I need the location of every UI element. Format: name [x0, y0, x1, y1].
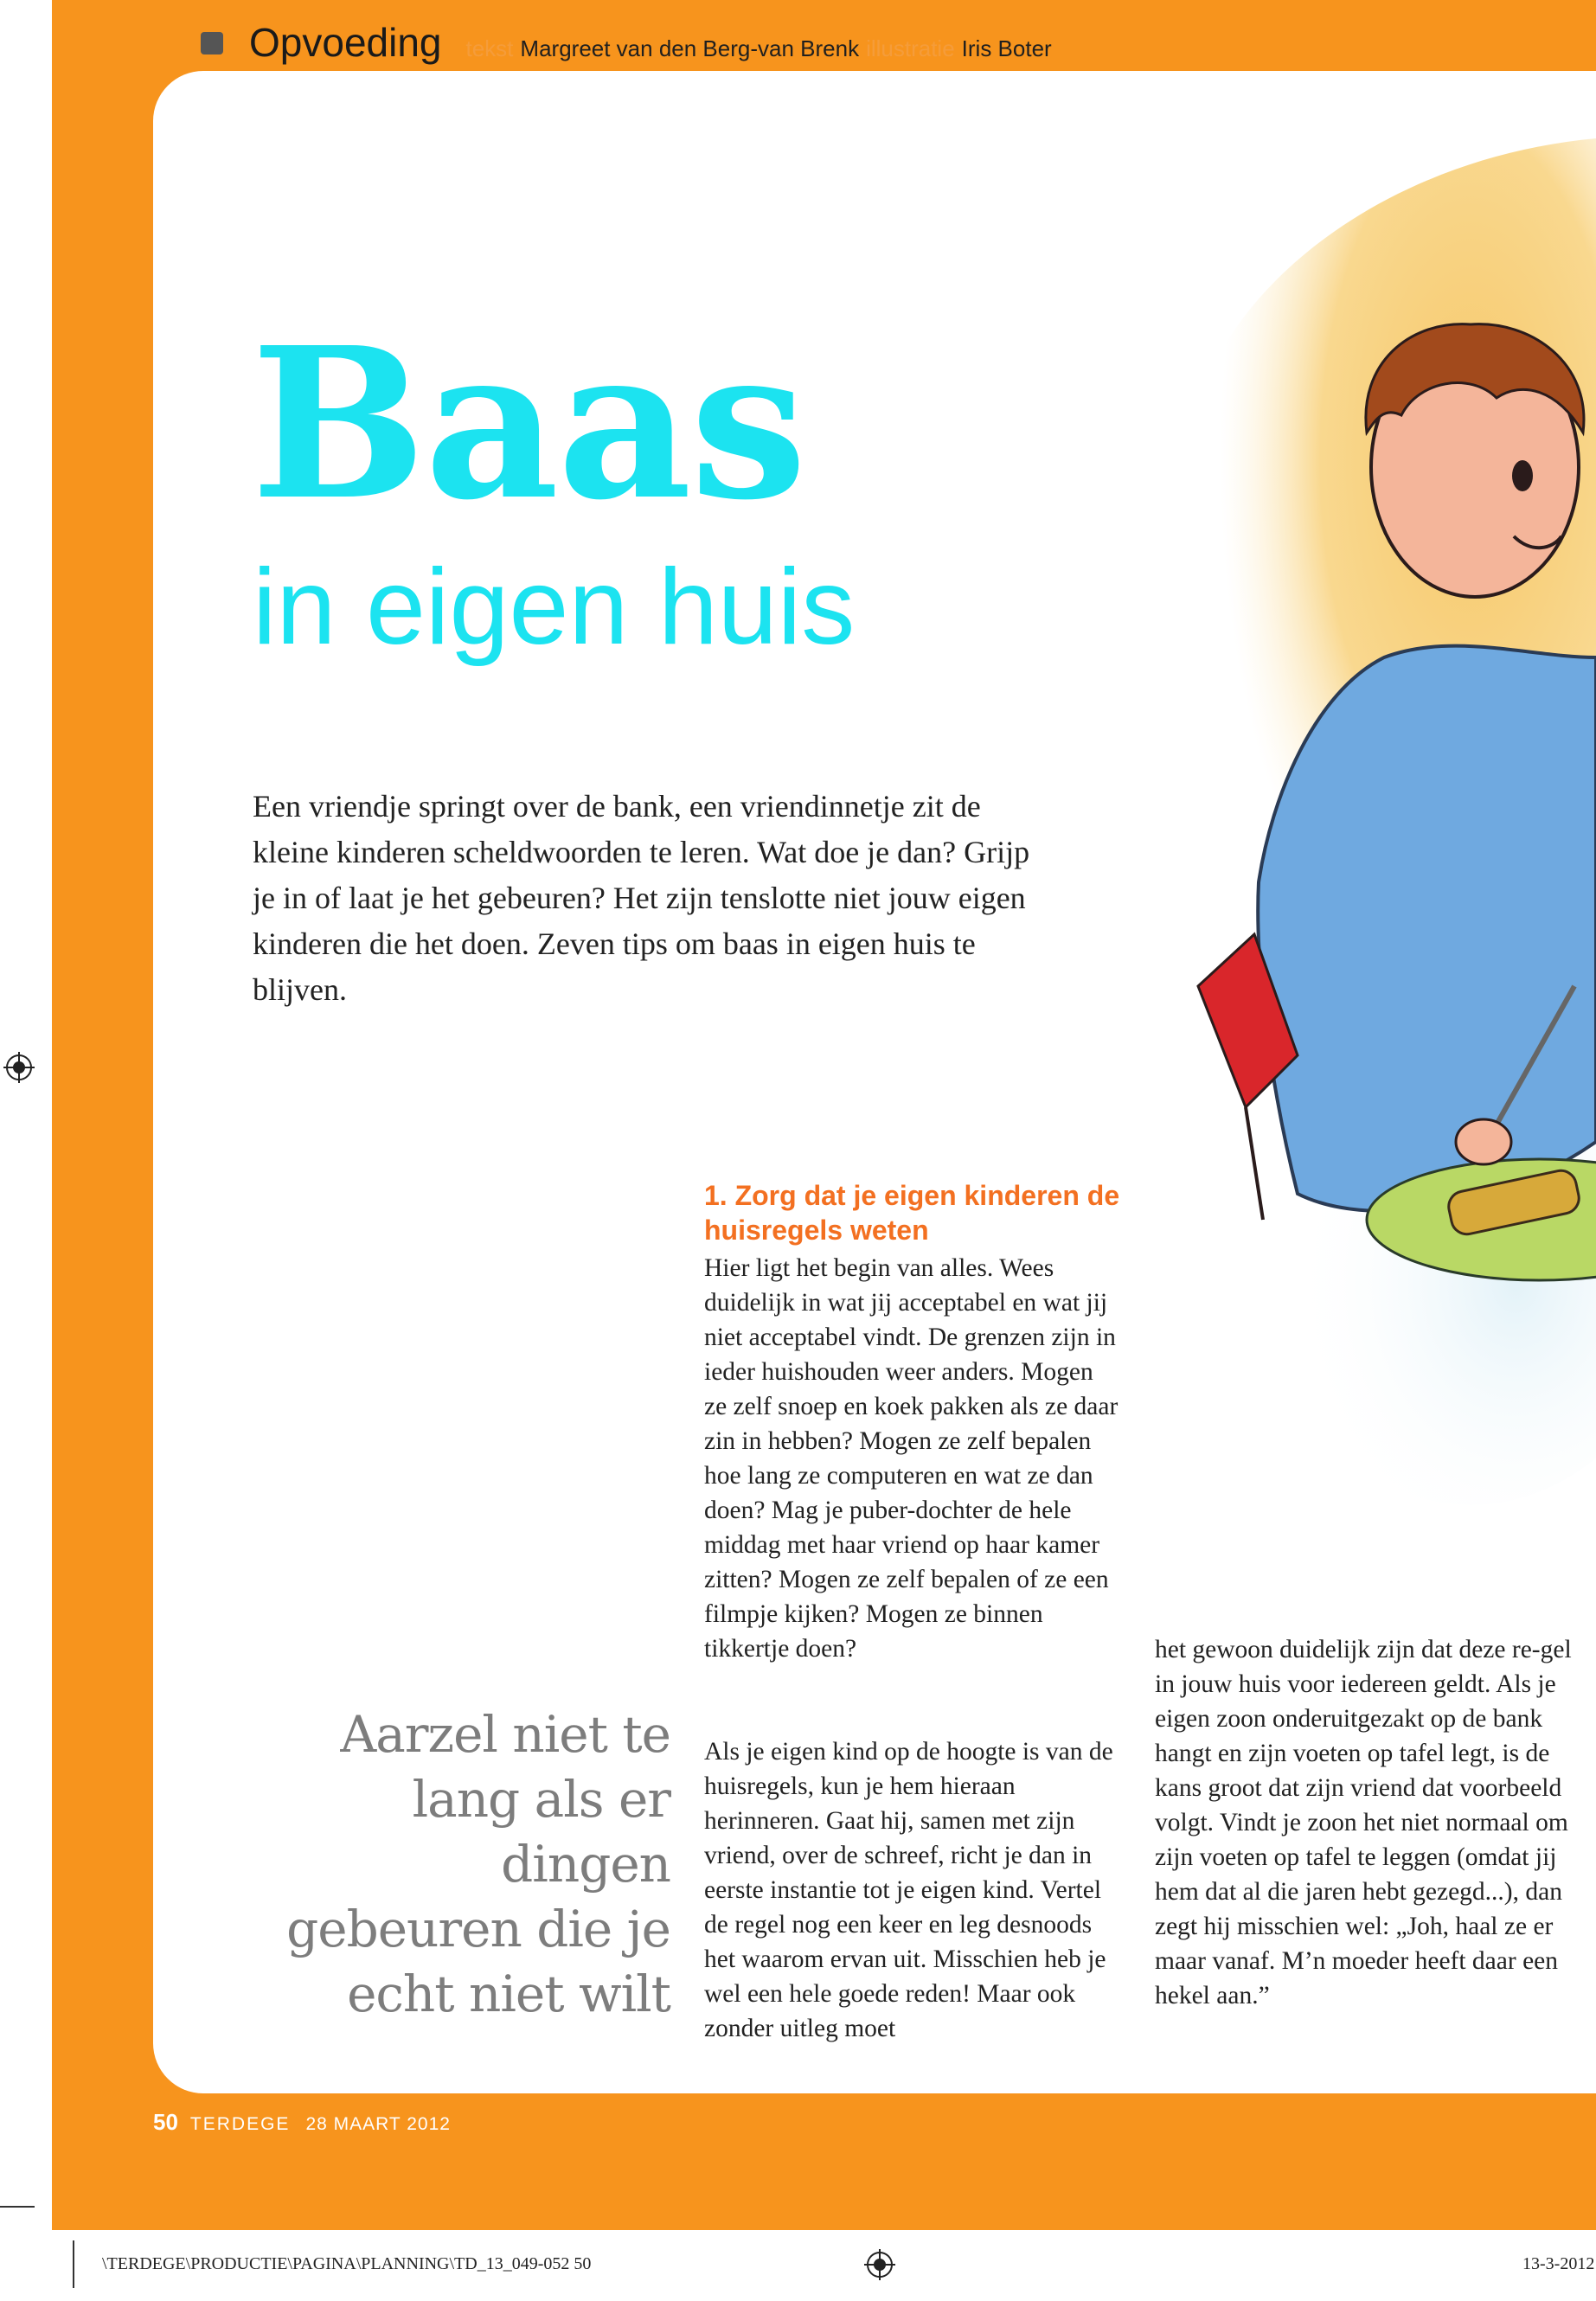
article-header [201, 19, 1059, 67]
section-marker-icon [201, 32, 223, 54]
body-paragraph: Hier ligt het begin van alles. Wees duidelijk in wat jij acceptabel en wat jij niet acceptabel vindt. De grenzen zijn in ieder huishouden weer anders. Mogen ze zelf snoep en koek pakken als ze daar zin in hebben? Mogen ze zelf bepalen hoe lang ze computeren en wat ze dan doen? Mag je puber-dochter de hele middag met haar vriend op haar kamer zitten? Mogen ze zelf bepalen of ze een filmpje kijken? Mogen ze binnen tikkertje doen? [704, 1254, 1118, 1663]
article-intro: Een vriendje springt over de bank, een vriendinnetje zit de kleine kinderen scheldwoorden te leren. Wat doe je dan? Grijp je in of laat je het gebeuren? Het zijn tenslotte niet jouw eigen kinderen die het doen. Zeven tips om baas in eigen huis te blijven. [253, 789, 1030, 1007]
magazine-name: TERDEGE [189, 2114, 291, 2134]
crop-mark [0, 2206, 35, 2208]
pull-quote: Aarzel niet te lang als er dingen gebeuren die je echt niet wilt [286, 1705, 670, 2023]
text-credit-label: tekst [465, 35, 514, 61]
body-column-2 [1155, 1632, 1579, 2013]
article-title: Baas [251, 302, 805, 546]
printer-slug-path: \TERDEGE\PRODUCTIE\PAGINA\PLANNING\TD_13_049-052 50 [102, 2254, 592, 2273]
article-subtitle: in eigen huis [253, 548, 856, 667]
illustrator-name: Iris Boter [961, 35, 1052, 61]
section-label: Opvoeding [249, 20, 442, 65]
body-paragraph: Als je eigen kind op de hoogte is van de huisregels, kun je hem hieraan herinneren. Gaat hij, samen met zijn vriend, over de schreef, richt je dan in eerste instantie tot je eigen kind. Vertel de regel nog een keer en leg desnoods het waarom ervan uit. Misschien heb je wel een hele goede reden! Maar ook zonder uitleg moet [704, 1738, 1113, 2042]
printer-slug-date: 13-3-2012 [1522, 2254, 1595, 2273]
registration-mark-icon [3, 1052, 35, 1083]
registration-mark-icon [864, 2249, 895, 2280]
crop-mark [73, 2240, 74, 2288]
illustration-credit-label: illustratie [866, 35, 955, 61]
tip-heading: 1. Zorg dat je eigen kinderen de huisregels weten [704, 1180, 1120, 1246]
body-column-1-bottom [704, 1734, 1119, 2046]
page-number: 50 [153, 2109, 178, 2135]
body-column-1-top [704, 1251, 1119, 1666]
issue-date: 28 MAART 2012 [305, 2114, 451, 2134]
body-paragraph: het gewoon duidelijk zijn dat deze re-gel in jouw huis voor iedereen geldt. Als je eigen zoon onderuitgezakt op de bank hangt en zijn voeten op tafel legt, is de kans groot dat zijn vriend dat voorbeeld volgt. Vindt je zoon het niet normaal om zijn voeten op tafel te leggen (omdat jij hem dat al die jaren hebt gezegd...), dan zegt hij misschien wel: „Joh, haal ze er maar vanaf. M’n moeder heeft daar een hekel aan.” [1155, 1636, 1572, 2009]
page-footer [153, 2109, 451, 2144]
boy-eating-illustration [1125, 104, 1596, 1574]
author-name: Margreet van den Berg-van Brenk [520, 35, 860, 61]
